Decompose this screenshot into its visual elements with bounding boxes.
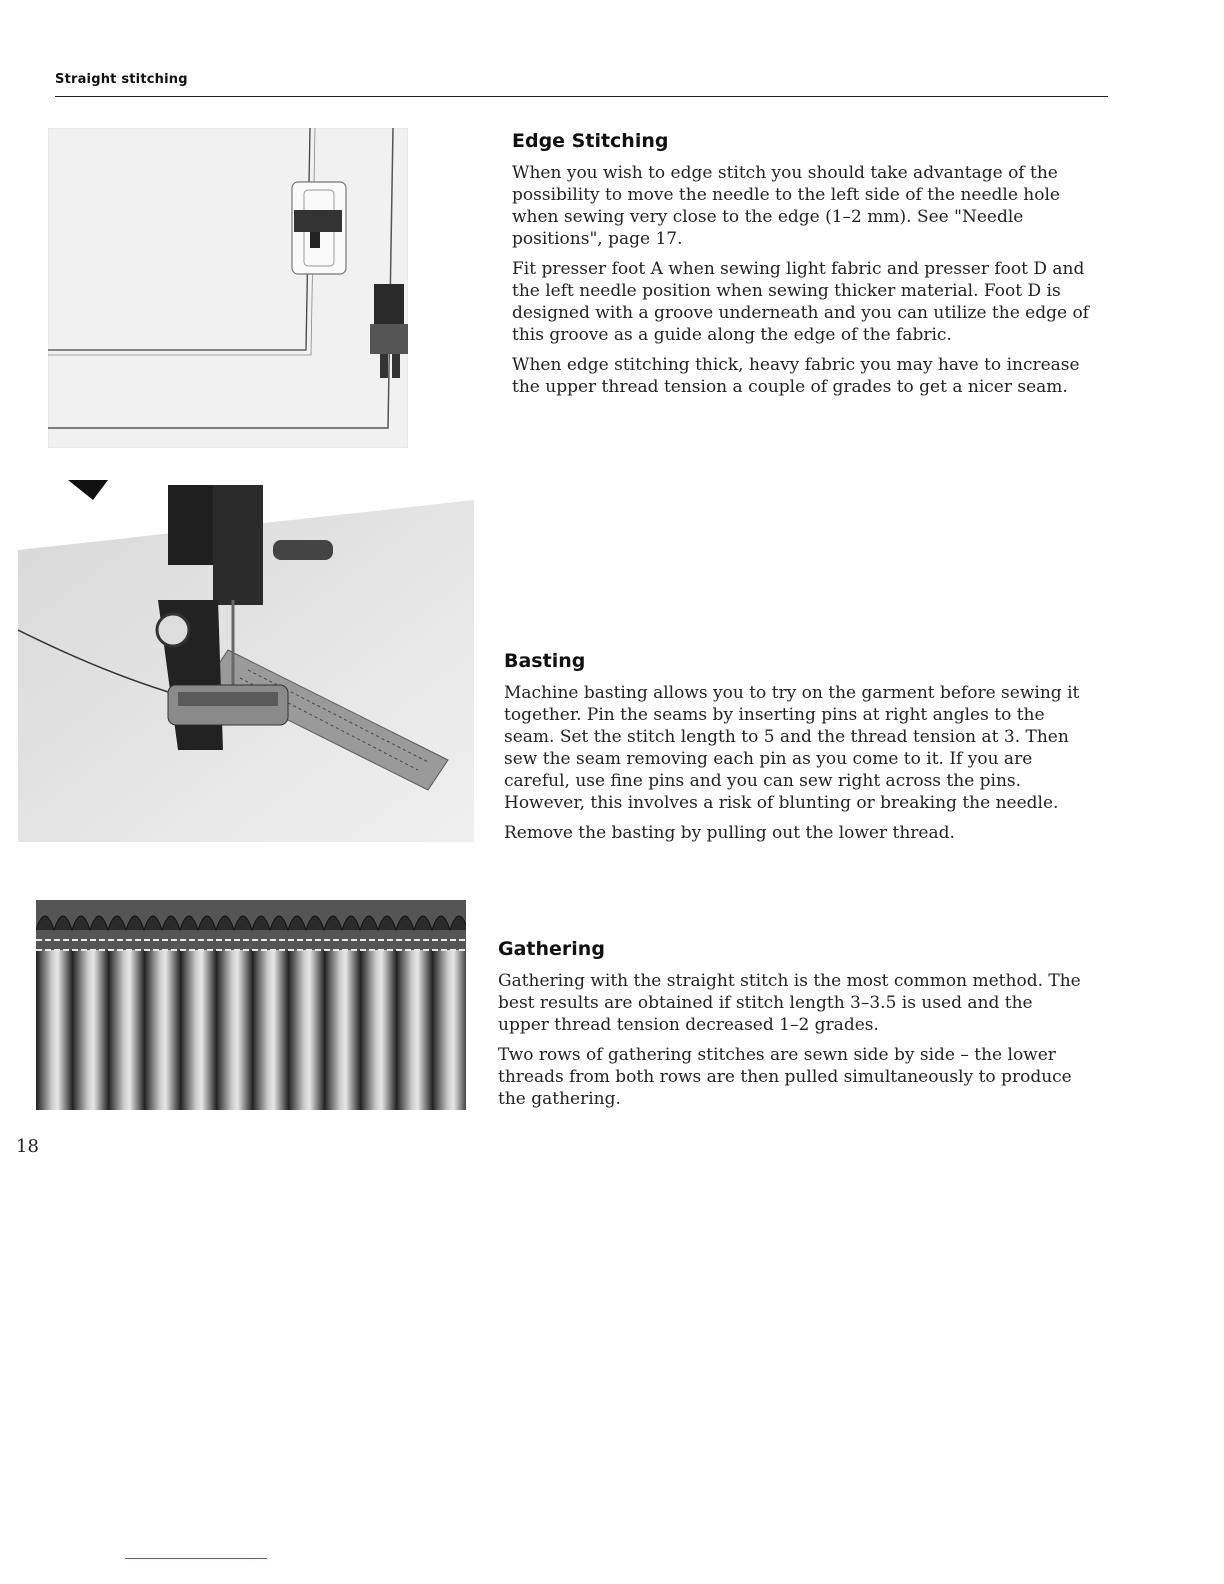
paragraph: Gathering with the straight stitch is the most common method. The best results are obtained if stitch length 3–3.5 is used and the upper thread tension decreased 1–2 grades. — [498, 971, 1081, 1035]
section-edge-stitching — [512, 130, 1102, 406]
section-gathering — [498, 938, 1088, 1118]
paragraph: Remove the basting by pulling out the lower thread. — [504, 823, 955, 843]
paragraph: Machine basting allows you to try on the garment before sewing it together. Pin the seams by inserting pins at right angles to the seam. Set the stitch length to 5 and the thread tension at 3. Then sew the seam removing each pin as you come to it. If you are careful, use fine pins and you can sew right across the pins. However, this involves a risk of blunting or breaking the needle. — [504, 683, 1080, 813]
section-heading: Gathering — [498, 938, 605, 960]
paragraph: When you wish to edge stitch you should take advantage of the possibility to move the needle to the left side of the needle hole when sewing very close to the edge (1–2 mm). See "Needle positions", page 17. — [512, 163, 1060, 249]
running-head: Straight stitching — [55, 72, 188, 87]
paragraph: Fit presser foot A when sewing light fabric and presser foot D and the left needle position when sewing thicker material. Foot D is designed with a groove underneath and you can utilize the edge of this groove as a guide along the edge of the fabric. — [512, 259, 1089, 345]
footer-rule — [125, 1558, 267, 1559]
paragraph: When edge stitching thick, heavy fabric you may have to increase the upper thread tension a couple of grades to get a nicer seam. — [512, 355, 1080, 397]
section-heading: Basting — [504, 650, 586, 672]
section-heading: Edge Stitching — [512, 130, 669, 152]
basting-illustration — [18, 480, 474, 842]
edge-stitching-illustration — [48, 128, 408, 448]
header-rule — [55, 96, 1108, 97]
gathering-illustration — [36, 900, 466, 1110]
section-basting — [504, 650, 1094, 852]
paragraph: Two rows of gathering stitches are sewn side by side – the lower threads from both rows are then pulled simultaneously to produce the gathering. — [498, 1045, 1072, 1109]
page-number: 18 — [16, 1136, 39, 1157]
